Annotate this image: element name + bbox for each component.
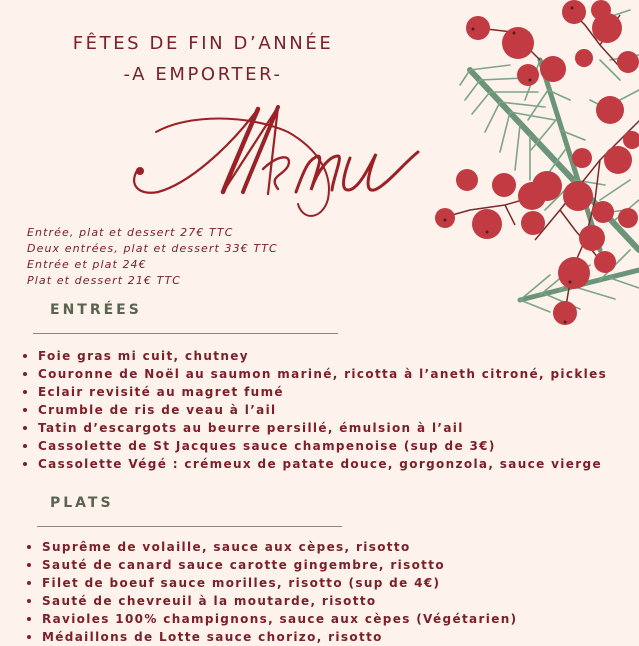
list-item: Crumble de ris de veau à l’ail (22, 401, 607, 419)
menu-script-title (118, 104, 438, 220)
header-subtitle: -A EMPORTER- (123, 64, 283, 85)
list-item: Cassolette de St Jacques sauce champenoise (sup de 3€) (22, 437, 607, 455)
entrees-list (22, 347, 607, 473)
section-divider (33, 333, 338, 334)
list-item: Suprême de volaille, sauce aux cèpes, risotto (26, 538, 517, 556)
formula-prices (27, 225, 278, 289)
list-item: Tatin d’escargots au beurre persillé, émulsion à l’ail (22, 419, 607, 437)
list-item: Sauté de chevreuil à la moutarde, risotto (26, 592, 517, 610)
formula-price: Plat et dessert 21€ TTC (27, 274, 182, 287)
list-item: Médaillons de Lotte sauce chorizo, risotto (26, 628, 517, 646)
list-item: Eclair revisité au magret fumé (22, 383, 607, 401)
list-item: Cassolette Végé : crémeux de patate douce, gorgonzola, sauce vierge (22, 455, 607, 473)
list-item: Filet de boeuf sauce morilles, risotto (sup de 4€) (26, 574, 517, 592)
list-item: Foie gras mi cuit, chutney (22, 347, 607, 365)
list-item: Sauté de canard sauce carotte gingembre, risotto (26, 556, 517, 574)
formula-price: Deux entrées, plat et dessert 33€ TTC (27, 242, 278, 255)
section-divider (37, 526, 342, 527)
header-title: FÊTES DE FIN D’ANNÉE (72, 33, 334, 54)
formula-price: Entrée, plat et dessert 27€ TTC (27, 226, 234, 239)
formula-price: Entrée et plat 24€ (27, 258, 147, 271)
list-item: Ravioles 100% champignons, sauce aux cèpes (Végétarien) (26, 610, 517, 628)
list-item: Couronne de Noël au saumon mariné, ricotta à l’aneth citroné, pickles (22, 365, 607, 383)
holly-berries-pine-icon (424, 0, 639, 335)
section-title-entrees: ENTRÉES (50, 302, 142, 318)
section-title-plats: PLATS (50, 495, 114, 511)
plats-list (26, 538, 517, 646)
